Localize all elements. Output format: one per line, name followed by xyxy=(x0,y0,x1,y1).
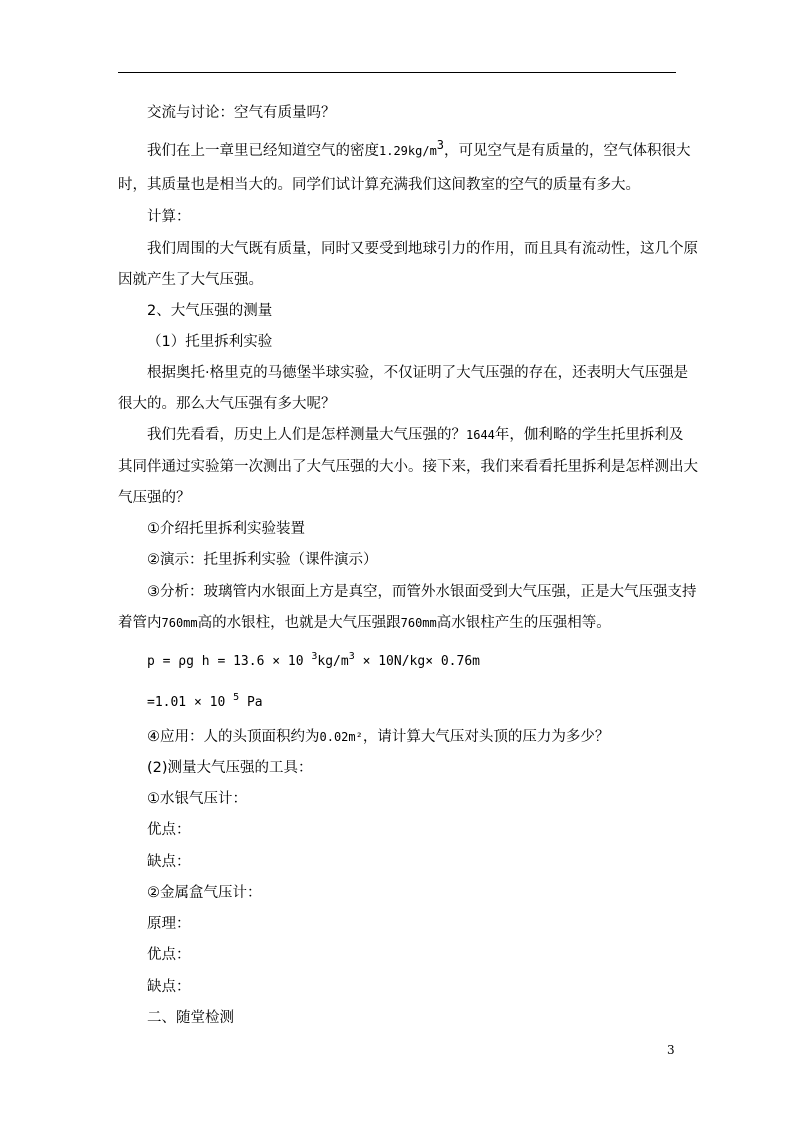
step-analysis-cont xyxy=(118,613,611,633)
step-analysis-text: ③分析：玻璃管内水银面上方是真空，而管外水银面受到大气压强，正是大气压强支持 xyxy=(147,584,697,600)
tool-mercury-text: ①水银气压计： xyxy=(147,791,247,807)
analysis-cont-mid: 高的水银柱，也就是大气压强跟 xyxy=(197,615,401,631)
density-value: 1.29kg/m xyxy=(379,144,437,158)
analysis-cont-pre: 着管内 xyxy=(118,615,162,631)
history-year: 1644 xyxy=(466,428,495,442)
history-text-post: 年，伽利略的学生托里拆利及 xyxy=(494,427,684,443)
discussion-heading-text: 交流与讨论：空气有质量吗？ xyxy=(147,105,336,121)
paragraph-magdeburg xyxy=(147,363,688,383)
history-continuation-1: 其同伴通过实验第一次测出了大气压强的大小。接下来，我们来看看托里拆利是怎样测出大 xyxy=(118,459,698,475)
density-exponent: 3 xyxy=(436,138,445,152)
paragraph-cause xyxy=(147,239,698,259)
formula-1-pre: p = ρg h = 13.6 × 10 xyxy=(147,654,312,669)
aneroid-principle xyxy=(147,914,191,934)
paragraph-history xyxy=(147,425,683,445)
subsection-torricelli-title: （1）托里拆利实验 xyxy=(147,334,273,350)
step-analysis xyxy=(147,582,697,602)
paragraph-cause-cont xyxy=(118,270,263,290)
application-post: ，请计算大气压对头顶的压力为多少？ xyxy=(362,729,610,745)
header-rule xyxy=(118,72,676,73)
application-pre: ④应用：人的头顶面积约为 xyxy=(147,729,320,745)
aneroid-cons-text: 缺点： xyxy=(147,979,191,995)
mercury-cons-text: 缺点： xyxy=(147,854,191,870)
formula-line-2 xyxy=(147,693,263,713)
analysis-height-2: 760mm xyxy=(400,616,437,630)
mercury-pros-text: 优点： xyxy=(147,822,191,838)
history-text-pre: 我们先看看，历史上人们是怎样测量大气压强的？ xyxy=(147,427,466,443)
formula-2-pre: =1.01 × 10 xyxy=(147,695,234,710)
step-introduce xyxy=(147,519,305,539)
aneroid-cons xyxy=(147,977,191,997)
mercury-cons xyxy=(147,852,191,872)
tool-aneroid xyxy=(147,883,262,903)
formula-1-exp-2: 3 xyxy=(348,651,355,662)
aneroid-principle-text: 原理： xyxy=(147,916,191,932)
cause-continuation: 因就产生了大气压强。 xyxy=(118,272,263,288)
paragraph-density-cont xyxy=(118,175,640,195)
formula-1-mid: kg/m xyxy=(317,654,349,669)
magdeburg-continuation: 很大的。那么大气压强有多大呢？ xyxy=(118,396,336,412)
subsection-torricelli xyxy=(147,332,272,352)
calc-label-text: 计算： xyxy=(147,209,191,225)
calc-label xyxy=(147,207,191,227)
step-application xyxy=(147,727,609,747)
magdeburg-text: 根据奥托·格里克的马德堡半球实验，不仅证明了大气压强的存在，还表明大气压强是 xyxy=(147,365,689,381)
formula-2-exp: 5 xyxy=(233,692,240,703)
tool-mercury xyxy=(147,789,247,809)
subsection-tools xyxy=(147,758,313,778)
step-demo-text: ②演示：托里拆利实验（课件演示） xyxy=(147,552,378,568)
section-quiz xyxy=(147,1008,234,1028)
step-demo xyxy=(147,550,378,570)
cause-text: 我们周围的大气既有质量，同时又要受到地球引力的作用，而且具有流动性，这几个原 xyxy=(147,241,698,257)
page-number: 3 xyxy=(667,1043,675,1057)
section-measurement xyxy=(147,301,272,321)
paragraph-history-cont2 xyxy=(118,488,191,508)
formula-1-post: × 10N/kg× 0.76m xyxy=(354,654,480,669)
aneroid-pros xyxy=(147,945,191,965)
density-text-pre: 我们在上一章里已经知道空气的密度 xyxy=(147,143,379,159)
section-quiz-title: 二、随堂检测 xyxy=(147,1010,234,1026)
section-measurement-title: 2、大气压强的测量 xyxy=(147,303,273,319)
mercury-pros xyxy=(147,820,191,840)
formula-1-exp-1: 3 xyxy=(311,651,318,662)
density-text-post: ，可见空气是有质量的，空气体积很大 xyxy=(444,143,691,159)
paragraph-density xyxy=(147,138,691,161)
paragraph-history-cont1 xyxy=(118,457,698,477)
paragraph-magdeburg-cont xyxy=(118,394,336,414)
density-continuation: 时，其质量也是相当大的。同学们试计算充满我们这间教室的空气的质量有多大。 xyxy=(118,177,640,193)
step-introduce-text: ①介绍托里拆利实验装置 xyxy=(147,521,305,537)
aneroid-pros-text: 优点： xyxy=(147,947,191,963)
formula-2-post: Pa xyxy=(239,695,263,710)
application-area: 0.02m² xyxy=(319,730,363,744)
discussion-heading xyxy=(147,103,336,123)
analysis-cont-post: 高水银柱产生的压强相等。 xyxy=(436,615,611,631)
subsection-tools-title: (2)测量大气压强的工具： xyxy=(147,760,313,776)
tool-aneroid-text: ②金属盒气压计： xyxy=(147,885,262,901)
history-continuation-2: 气压强的？ xyxy=(118,490,191,506)
formula-line-1 xyxy=(147,652,480,672)
analysis-height-1: 760mm xyxy=(161,616,198,630)
